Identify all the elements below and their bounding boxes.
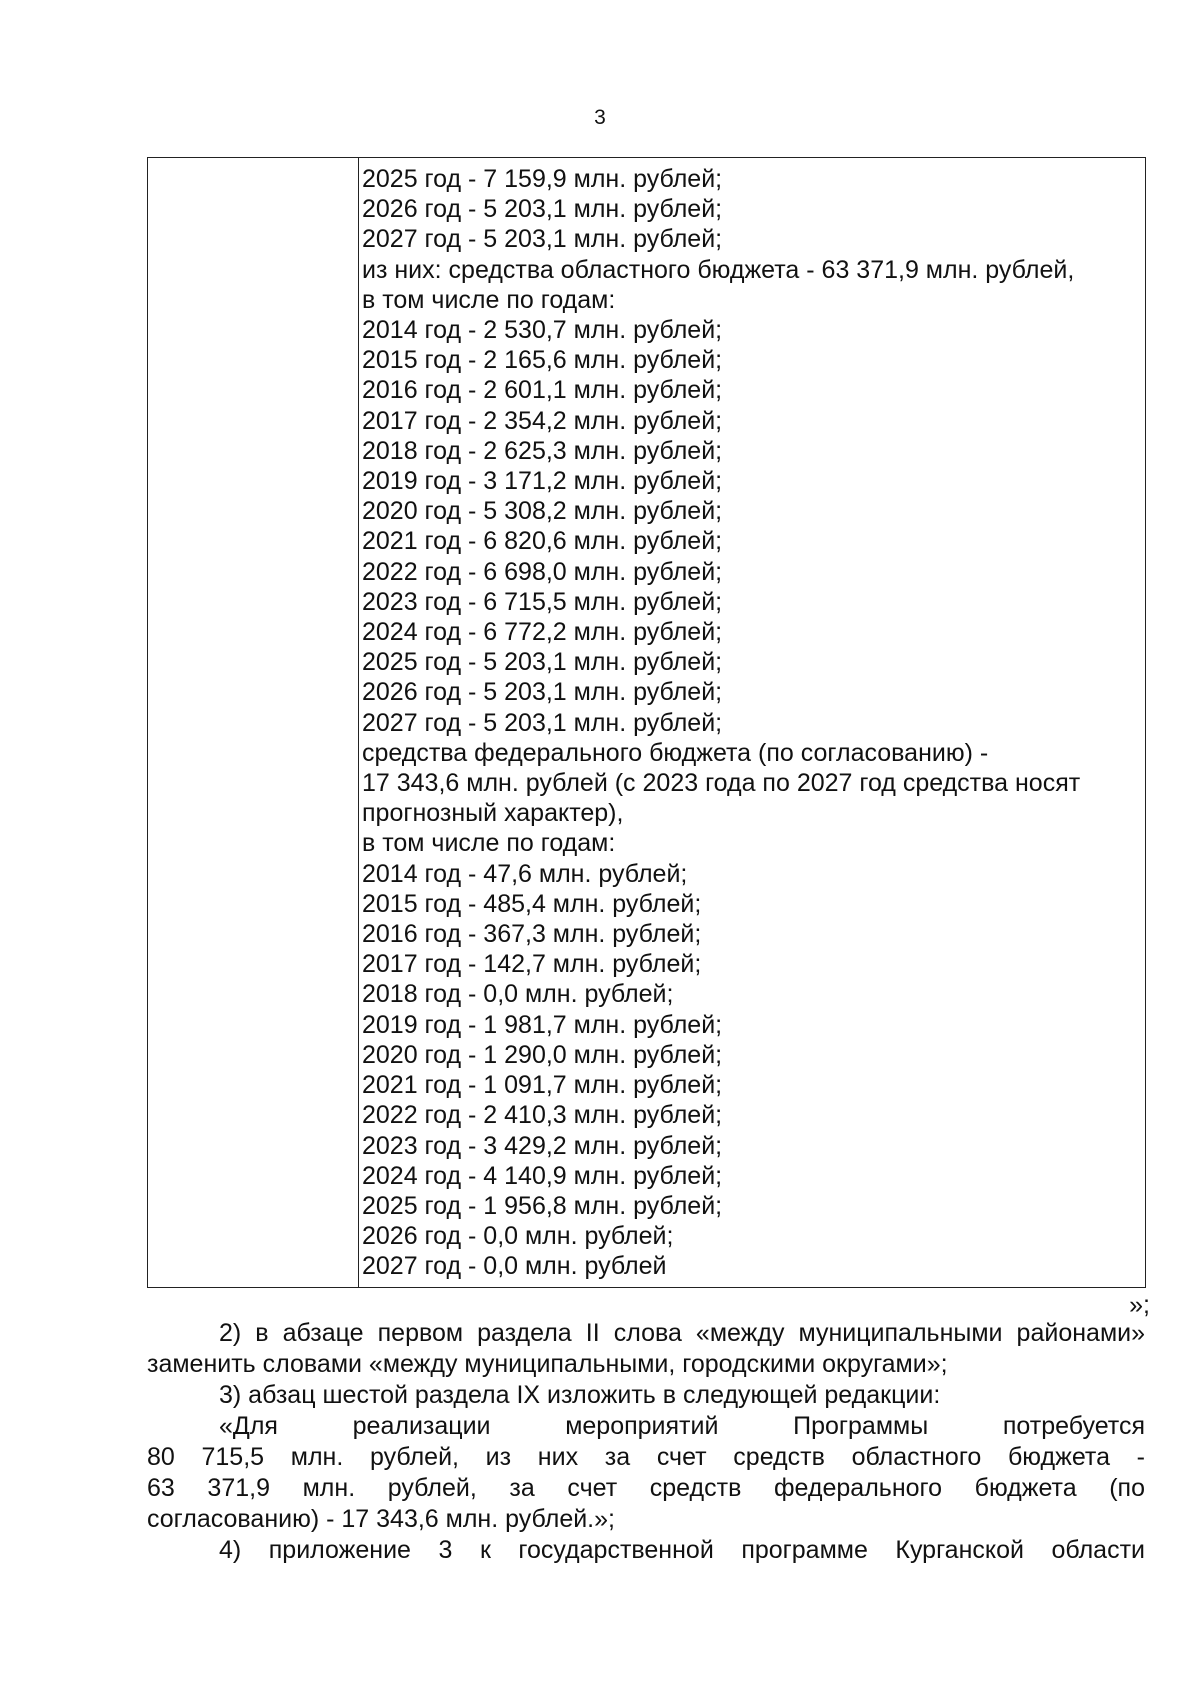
table-cell-line: 2018 год - 2 625,3 млн. рублей; bbox=[362, 436, 723, 465]
table-cell-line: 2026 год - 5 203,1 млн. рублей; bbox=[362, 195, 723, 224]
table-cell-line: 2024 год - 6 772,2 млн. рублей; bbox=[362, 618, 723, 647]
table-cell-line: 2024 год - 4 140,9 млн. рублей; bbox=[362, 1161, 723, 1190]
paragraph-line: 3) абзац шестой раздела IX изложить в следующей редакции: bbox=[219, 1381, 941, 1409]
table-cell-line: 2016 год - 367,3 млн. рублей; bbox=[362, 920, 702, 949]
table-cell-line: 2015 год - 2 165,6 млн. рублей; bbox=[362, 346, 723, 375]
table-cell-line: 2022 год - 6 698,0 млн. рублей; bbox=[362, 557, 723, 586]
table-cell-line: 2022 год - 2 410,3 млн. рублей; bbox=[362, 1101, 723, 1130]
table-cell-line: 2027 год - 5 203,1 млн. рублей; bbox=[362, 708, 723, 737]
table-cell-line: 2023 год - 3 429,2 млн. рублей; bbox=[362, 1131, 723, 1160]
table-cell-line: 2014 год - 2 530,7 млн. рублей; bbox=[362, 316, 723, 345]
paragraph-line: 63 371,9 млн. рублей, за счет средств федерального бюджета (по bbox=[147, 1474, 1145, 1502]
table-cell-line: из них: средства областного бюджета - 63 371,9 млн. рублей, bbox=[362, 255, 1075, 284]
table-cell-line: 2020 год - 5 308,2 млн. рублей; bbox=[362, 497, 723, 526]
budget-table bbox=[147, 157, 1146, 1288]
table-cell-line: 2019 год - 1 981,7 млн. рублей; bbox=[362, 1010, 723, 1039]
table-cell-line: 2025 год - 1 956,8 млн. рублей; bbox=[362, 1191, 723, 1220]
table-cell-line: 2026 год - 5 203,1 млн. рублей; bbox=[362, 678, 723, 707]
table-cell-line: прогнозный характер), bbox=[362, 799, 624, 828]
table-cell-line: 17 343,6 млн. рублей (с 2023 года по 2027 год средства носят bbox=[362, 769, 1081, 798]
table-cell-line: 2019 год - 3 171,2 млн. рублей; bbox=[362, 467, 723, 496]
table-cell-line: 2020 год - 1 290,0 млн. рублей; bbox=[362, 1040, 723, 1069]
table-cell-line: в том числе по годам: bbox=[362, 829, 616, 858]
paragraph-line: согласованию) - 17 343,6 млн. рублей.»; bbox=[147, 1505, 615, 1533]
table-cell-line: 2021 год - 6 820,6 млн. рублей; bbox=[362, 527, 723, 556]
paragraph-line: 4) приложение 3 к государственной программе Курганской области bbox=[219, 1536, 1145, 1564]
paragraph-line: 2) в абзаце первом раздела II слова «между муниципальными районами» bbox=[219, 1319, 1145, 1347]
table-cell-line: 2027 год - 5 203,1 млн. рублей; bbox=[362, 225, 723, 254]
table-cell-line: 2014 год - 47,6 млн. рублей; bbox=[362, 859, 688, 888]
amendment-paragraphs bbox=[147, 1318, 1145, 1566]
table-cell-line: 2017 год - 2 354,2 млн. рублей; bbox=[362, 406, 723, 435]
table-cell-line: 2027 год - 0,0 млн. рублей bbox=[362, 1252, 667, 1281]
table-cell-line: 2025 год - 7 159,9 млн. рублей; bbox=[362, 165, 723, 193]
closing-quote: »; bbox=[1129, 1291, 1150, 1319]
table-cell-line: 2017 год - 142,7 млн. рублей; bbox=[362, 950, 702, 979]
table-right-cell bbox=[362, 164, 1142, 1282]
table-column-divider bbox=[358, 158, 359, 1287]
page-number: 3 bbox=[594, 106, 606, 129]
table-cell-line: 2023 год - 6 715,5 млн. рублей; bbox=[362, 587, 723, 616]
table-cell-line: средства федерального бюджета (по согласованию) - bbox=[362, 738, 989, 767]
paragraph-line: 80 715,5 млн. рублей, из них за счет средств областного бюджета - bbox=[147, 1443, 1145, 1471]
table-cell-line: 2021 год - 1 091,7 млн. рублей; bbox=[362, 1071, 723, 1100]
paragraph-line: «Для реализации мероприятий Программы потребуется bbox=[219, 1412, 1145, 1440]
table-cell-line: 2016 год - 2 601,1 млн. рублей; bbox=[362, 376, 723, 405]
table-cell-line: 2025 год - 5 203,1 млн. рублей; bbox=[362, 648, 723, 677]
table-cell-line: в том числе по годам: bbox=[362, 285, 616, 314]
table-cell-line: 2026 год - 0,0 млн. рублей; bbox=[362, 1222, 674, 1251]
table-cell-line: 2018 год - 0,0 млн. рублей; bbox=[362, 980, 674, 1009]
paragraph-line: заменить словами «между муниципальными, городскими округами»; bbox=[147, 1350, 948, 1378]
table-cell-line: 2015 год - 485,4 млн. рублей; bbox=[362, 889, 702, 918]
